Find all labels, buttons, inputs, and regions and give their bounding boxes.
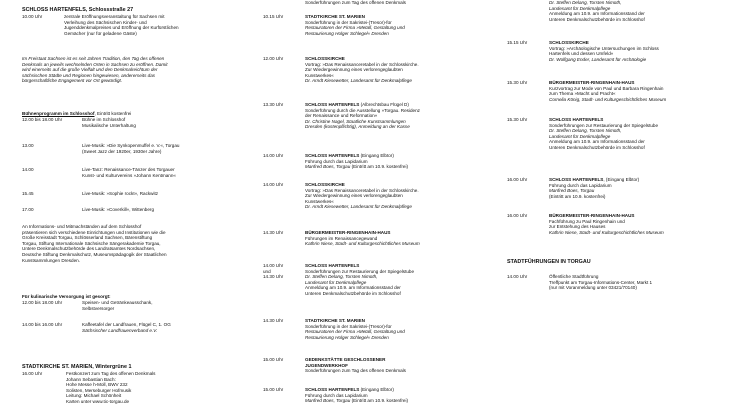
event-text: Restaurierung Holger Schlegel« Dresden bbox=[305, 30, 389, 36]
info-line: Torgau, Stiftung Internationale Sächsische Sängerakademie Torgau, bbox=[22, 240, 161, 246]
stage-item-2 bbox=[22, 167, 247, 178]
event-venue: SCHLOSS HARTENFELS bbox=[305, 263, 360, 268]
event-text: Sächsischer Landfrauenverband e.V. bbox=[82, 327, 158, 333]
event-time: und bbox=[263, 268, 271, 274]
event-lapidarium-1600 bbox=[507, 177, 737, 199]
event-text: Sonderführungen zum Tag des offenen Denkmals bbox=[305, 0, 406, 5]
event-venue: SCHLOSS HARTENFELS bbox=[305, 102, 360, 107]
event-text: zum Thema »Macht und Pracht« bbox=[549, 91, 616, 97]
event-text: Kunst- und Kulturvereins »Johann Kentmann« bbox=[82, 172, 176, 178]
catering-item-1 bbox=[22, 300, 247, 311]
event-text: Kaffeetafel der Landfrauen, Flügel C, 1. OG bbox=[82, 322, 171, 327]
event-schlosskirche-1200 bbox=[263, 56, 511, 84]
event-text: Cornelia König, Stadt- und Kulturgeschichtliches Museum bbox=[549, 96, 667, 102]
stage-intro-row bbox=[22, 117, 247, 128]
stage-program-note: , Eintritt kostenfrei bbox=[94, 111, 132, 116]
column-middle bbox=[263, 0, 511, 419]
stage-item-1 bbox=[22, 143, 247, 154]
event-venue: SCHLOSS HARTENFELS bbox=[549, 117, 604, 122]
info-line: präsentieren sich verschiedene Einrichtungen und Institutionen wie die bbox=[22, 229, 166, 235]
event-text: Treffpunkt am Torgau-Informations-Center, Markt 1 bbox=[549, 279, 653, 285]
event-text: Vortrag: »Das Renaissanceretabel in der Schlosskirche. bbox=[305, 187, 419, 193]
event-text: Kathrin Niese, Stadt- und Kulturgeschichtliches Museum bbox=[549, 229, 664, 235]
event-text: Vortrag: »Das Renaissanceretabel in der Schlosskirche. bbox=[305, 61, 419, 67]
event-time-group bbox=[263, 263, 303, 280]
event-venue: JUGENDWERKHOF bbox=[305, 362, 348, 368]
event-time: 15.30 Uhr bbox=[507, 117, 528, 122]
event-text: Restaurierung Holger Schlegel« Dresden bbox=[305, 334, 389, 340]
event-venue: BÜRGERMEISTER-RINGENHAIN-HAUS bbox=[305, 230, 391, 235]
event-text: Dr. Wolfgang Ender, Landesamt für Archäologie bbox=[549, 56, 647, 62]
event-text: Führung durch das Lapidarium bbox=[305, 158, 368, 164]
event-text: (Eintritt am 10.9. kostenfrei) bbox=[350, 164, 408, 170]
event-text: Manfred Boes, Torgau bbox=[549, 188, 595, 194]
event-ringenhain-1430 bbox=[263, 230, 511, 247]
event-text: Dresden (kostenpflichtig), Anmeldung an der Kasse bbox=[305, 124, 410, 130]
intro-line: bürgerschaftliche Engagement vor Ort gewürdigt. bbox=[22, 78, 123, 84]
event-time: 14.00 Uhr bbox=[263, 263, 284, 268]
event-time: 14.30 Uhr bbox=[263, 230, 284, 235]
event-venue: SCHLOSSKIRCHE bbox=[305, 182, 345, 187]
event-text: Zur Wiedergewinnung eines verlorengeglaubten bbox=[305, 193, 403, 199]
event-venue-detail: , (Eingang Elbtor) bbox=[603, 177, 640, 182]
event-text: Unteren Denkmalschutzbehörde im Schlosshof bbox=[549, 16, 645, 22]
event-text: Zur Wiedergewinnung eines verlorengeglaubten bbox=[305, 67, 403, 73]
event-text: Live-Tanz: Renaissance-Tänzer des Torgauer bbox=[82, 167, 175, 172]
event-text: Hohe Messe h-Moll, BWV 232 bbox=[66, 382, 128, 388]
event-time: 14.30 Uhr bbox=[263, 318, 284, 323]
city-tours-heading: STADTFÜHRUNGEN IN TORGAU bbox=[507, 259, 591, 265]
event-time: 10.15 Uhr bbox=[263, 14, 284, 19]
info-line: Kunstsammlungen Dresden. bbox=[22, 257, 80, 263]
info-line: Große Kreisstadt Torgau, Schlösserland Sachsen, Bärenstiftung bbox=[22, 235, 153, 241]
event-time: 14.00 bbox=[22, 167, 34, 172]
event-time: 15.45 bbox=[22, 191, 34, 196]
event-venue-detail: (Albrechtsbau Flügel D) bbox=[359, 102, 409, 107]
info-line: An Informations- und Mitmachständen auf dem Schlosshof bbox=[22, 224, 142, 229]
event-time: 13.30 Uhr bbox=[263, 102, 284, 107]
event-venue-detail: (Eingang Elbtor) bbox=[359, 387, 394, 392]
event-text: Hartenfels und dessen Umfeld« bbox=[549, 51, 614, 57]
event-text: Restauratoren der Firma »Metall, Gestaltung und bbox=[305, 329, 405, 335]
event-text: Solisten, Merseburger Hofmusik bbox=[66, 387, 132, 393]
event-venue: SCHLOSS HARTENFELS bbox=[305, 387, 360, 392]
stage-program-title: Bühnenprogramm im Schlosshof bbox=[22, 111, 95, 116]
event-text: Dr. Steffen Delang, Torsten Nimoth, bbox=[549, 0, 622, 5]
event-text: Sonderführung in der Sakristei-(Tresor)-für bbox=[305, 19, 392, 25]
event-text: Sonderführungen zur Restaurierung der Spiegelstube bbox=[549, 122, 659, 128]
event-text: Festkonzert zum Tag des offenen Denkmals bbox=[66, 371, 156, 376]
event-time: 15.30 Uhr bbox=[507, 80, 528, 85]
event-text: Dr. Steffen Delang, Torsten Nimoth, bbox=[305, 274, 378, 280]
event-festival-concert bbox=[22, 371, 247, 405]
event-time: 16.00 Uhr bbox=[507, 213, 528, 218]
event-schloss-1330 bbox=[263, 102, 511, 130]
event-text: (Sweet Jazz der 1920er, 1930er Jahre) bbox=[82, 148, 162, 154]
event-venue: BÜRGERMEISTER-RINGENHAIN-HAUS bbox=[549, 80, 635, 85]
event-text: Bühne im Schlosshof bbox=[82, 117, 126, 122]
event-time: 15.00 Uhr bbox=[263, 387, 284, 392]
event-text: Dr. Steffen Delang, Torsten Nimoth, bbox=[549, 128, 622, 134]
event-time: 17.00 bbox=[22, 207, 34, 212]
event-text: Anmeldung am 10.9. am Informationsstand der bbox=[549, 139, 645, 145]
venue-heading-schloss-hartenfels: SCHLOSS HARTENFELS, Schlossstraße 27 bbox=[22, 7, 134, 13]
event-text: Gemächer (nur für geladene Gäste) bbox=[64, 30, 137, 36]
event-venue: SCHLOSS HARTENFELS bbox=[305, 153, 360, 158]
event-text: Kunstwerkes« bbox=[305, 72, 334, 78]
event-text: Live-Musik: »Sophie rockt«, Rackwitz bbox=[82, 191, 159, 196]
event-text: Führung durch das Lapidarium bbox=[549, 182, 612, 188]
event-spiegelstube-1400 bbox=[263, 263, 511, 297]
event-time: 14.00 Uhr bbox=[507, 274, 528, 279]
event-stadtkirche-1015 bbox=[263, 14, 511, 36]
event-time: 14.30 Uhr bbox=[263, 274, 284, 280]
stage-item-3 bbox=[22, 191, 247, 197]
event-text: Landesamt für Denkmalpflege bbox=[305, 279, 367, 285]
event-text: zentrale Eröffnungsveranstaltung für Sachsen mit bbox=[64, 14, 165, 19]
event-time: 14.00 Uhr bbox=[263, 182, 284, 187]
event-schlosskirche-1400 bbox=[263, 182, 511, 210]
event-text: Anmeldung am 10.9. am Informationsstand der bbox=[305, 285, 401, 291]
event-spiegelstube-1530 bbox=[507, 117, 737, 151]
event-text: (Eintritt am 10.9. kostenfrei) bbox=[350, 398, 408, 404]
event-text: Anmeldung am 10.9. am Informationsstand der bbox=[549, 11, 645, 17]
event-text: Manfred Boes, Torgau bbox=[305, 164, 351, 170]
event-time: 12.00 bis 18.00 Uhr bbox=[22, 117, 63, 122]
event-text: Kunstwerkes« bbox=[305, 198, 334, 204]
event-text: (nur mit Voranmeldung unter 03421/70140) bbox=[549, 285, 637, 291]
event-time: 13.00 bbox=[22, 143, 34, 148]
event-text: Jugenddenkmalpreises und Eröffnung der Kurfürstlichen bbox=[64, 25, 179, 31]
stage-item-4 bbox=[22, 207, 247, 213]
event-time: 10.00 Uhr bbox=[22, 14, 43, 19]
carryover-line bbox=[263, 0, 511, 6]
event-time: 16.00 Uhr bbox=[22, 371, 43, 376]
event-text: Sonderführungen zum Tag des offenen Denkmals bbox=[305, 368, 406, 374]
info-line: Deutsche Stiftung Denkmalschutz, Museumspädagogik der Staatlichen bbox=[22, 251, 167, 257]
event-text: Karten unter www.tic-torgau.de bbox=[66, 398, 130, 404]
event-venue-detail: (Eingang Elbtor) bbox=[359, 153, 394, 158]
intro-line: sächsischen Städte und Regionen hingewiesen, andererseits das bbox=[22, 72, 156, 78]
event-text: Führung durch das Lapidarium bbox=[305, 392, 368, 398]
catering-item-2 bbox=[22, 322, 247, 333]
event-time: 12.00 bis 18.00 Uhr bbox=[22, 300, 63, 305]
stage-program-heading bbox=[22, 111, 131, 117]
event-text: Dr. Arndt Kiesewetter, Landesamt für Denkmalpflege bbox=[305, 204, 412, 210]
event-time: 15.00 Uhr bbox=[263, 357, 284, 362]
event-text: Leitung: Michael Schönheit bbox=[66, 393, 122, 399]
event-text: Restauratoren der Firma »Metall, Gestaltung und bbox=[305, 25, 405, 31]
info-stands-paragraph bbox=[22, 224, 247, 263]
event-text: zur Entstehung des Hauses bbox=[549, 224, 606, 230]
event-text: Landesamt für Denkmalpflege bbox=[549, 5, 611, 11]
event-stadtkirche-1430 bbox=[263, 318, 511, 340]
event-opening bbox=[22, 14, 247, 36]
event-text: Speisen- und Getränkeausschank, bbox=[82, 300, 153, 305]
event-schloss-1400 bbox=[263, 153, 511, 170]
event-venue: STADTKIRCHE ST. MARIEN bbox=[305, 318, 365, 323]
event-text: der Renaissance und Reformation« bbox=[305, 113, 378, 119]
event-text: Sonderführungen zur Restaurierung der Spiegelstube bbox=[305, 268, 415, 274]
event-venue: SCHLOSS HARTENFELS bbox=[549, 177, 604, 182]
event-time: 12.00 Uhr bbox=[263, 56, 284, 61]
event-text: Musikalische Unterhaltung bbox=[82, 122, 136, 128]
column-right bbox=[507, 0, 737, 419]
intro-line: wird einerseits auf die große Vielfalt und den Denkmalreichtum der bbox=[22, 67, 158, 73]
event-text: Kathrin Niese, Stadt- und Kulturgeschichtliches Museum bbox=[305, 241, 420, 247]
event-text: Live-Musik: »Coverkill«, Wittenberg bbox=[82, 207, 154, 212]
event-schlosskirche-1515 bbox=[507, 40, 737, 62]
intro-line: Denkmals an jeweils wechselnden Orten in Sachsen zu eröffnen. Damit bbox=[22, 61, 168, 67]
event-text: Verleihung des Sächsischen Kinder- und bbox=[64, 19, 147, 25]
event-text: Dr. Christine Nagel, Staatliche Kunstsammlungen bbox=[305, 118, 406, 124]
venue-heading-stadtkirche: STADTKIRCHE ST. MARIEN, Wintergrüne 1 bbox=[22, 364, 132, 370]
event-text: Dr. Arndt Kiesewetter, Landesamt für Denkmalpflege bbox=[305, 78, 412, 84]
event-text: Johann Sebastian Bach: bbox=[66, 376, 116, 382]
event-venue: GEDENKSTÄTTE GESCHLOSSENER bbox=[305, 357, 386, 362]
event-venue: SCHLOSSKIRCHE bbox=[305, 56, 345, 61]
event-text: Selbstversorger bbox=[82, 305, 115, 311]
event-text: Manfred Boes, Torgau bbox=[305, 398, 351, 404]
event-time: 16.00 Uhr bbox=[507, 177, 528, 182]
event-text: Führungen im Renaissancegewand bbox=[305, 235, 378, 241]
event-time: 14.00 Uhr bbox=[263, 153, 284, 158]
event-venue: STADTKIRCHE ST. MARIEN bbox=[305, 14, 365, 19]
event-text: Unteren Denkmalschutzbehörde im Schlosshof bbox=[549, 144, 645, 150]
event-ringenhain-1530 bbox=[507, 80, 737, 102]
column-left bbox=[22, 0, 247, 419]
event-text: Öffentliche Stadtführung bbox=[549, 274, 599, 279]
event-text: Vortrag: »Archäologische Untersuchungen im Schloss bbox=[549, 45, 659, 51]
carryover-block bbox=[507, 0, 737, 22]
event-text: Live-Musik: »Die Synkopenmuffel e. V.«, Torgau bbox=[82, 143, 180, 148]
catering-heading: Für kulinarische Versorgung ist gesorgt: bbox=[22, 294, 111, 299]
event-venue: BÜRGERMEISTER-RINGENHAIN-HAUS bbox=[549, 213, 635, 218]
event-text: (Eintritt am 10.9. kostenfrei) bbox=[549, 193, 606, 199]
event-text: Fachführung zu Paul Ringenhain und bbox=[549, 218, 625, 224]
event-lapidarium-1500 bbox=[263, 387, 511, 404]
event-jugendwerkhof-1500 bbox=[263, 357, 511, 374]
event-text: Sonderführung in der Sakristei-(Tresor)-für bbox=[305, 323, 392, 329]
event-text: Sonderführung durch die Ausstellung »Torgau. Residenz bbox=[305, 107, 420, 113]
intro-paragraph bbox=[22, 56, 247, 84]
event-time: 14.00 bis 16.00 Uhr bbox=[22, 322, 63, 327]
event-text: Kurzvortrag zur Mode von Paul und Barbara Ringenhain bbox=[549, 85, 664, 91]
event-city-tour-1400 bbox=[507, 274, 737, 291]
event-time: 15.15 Uhr bbox=[507, 40, 528, 45]
intro-line: Im Freistaat Sachsen ist es seit Jahren Tradition, den Tag des offenen bbox=[22, 56, 165, 61]
event-venue: SCHLOSSKIRCHE bbox=[549, 40, 589, 45]
event-text: Landesamt für Denkmalpflege bbox=[549, 133, 611, 139]
event-ringenhain-1600 bbox=[507, 213, 737, 235]
event-text: Unteren Denkmalschutzbehörde im Schlosshof bbox=[305, 290, 401, 296]
info-line: Untere Denkmalschutzbehörde des Landratsamtes Nordsachsen, bbox=[22, 246, 156, 252]
